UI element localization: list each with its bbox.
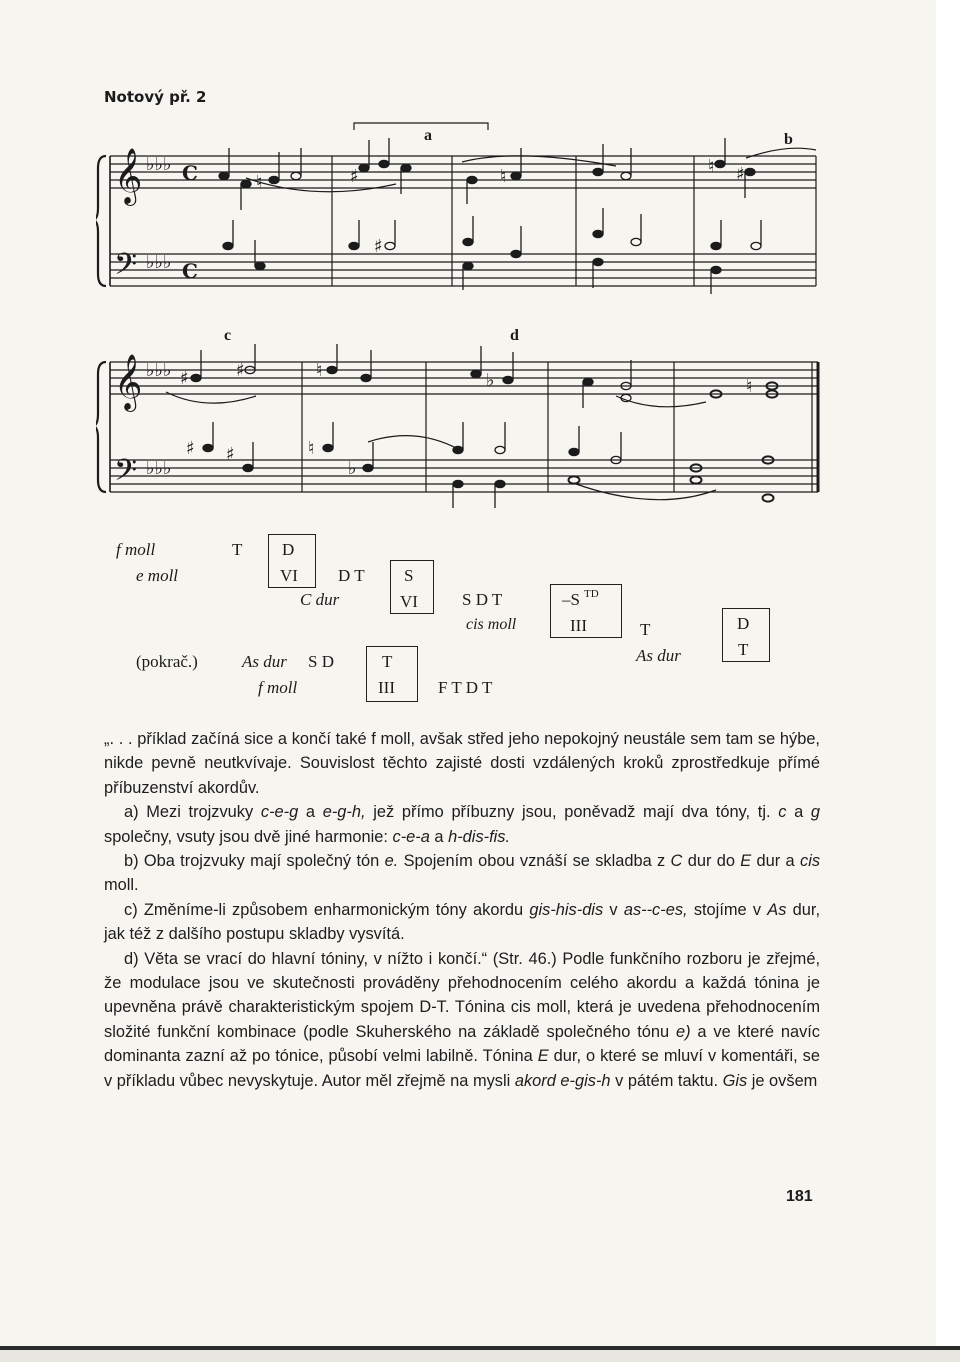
key-as-dur: As dur: [242, 652, 287, 671]
bass-clef-icon: 𝄢: [114, 248, 138, 289]
paragraph-c: c) Změníme-li způsobem enharmonickým tóny akordu gis-his-dis v as--c-es, stojíme v As dur, jak též z dalšího postupu skladby vysvítá.: [104, 900, 821, 944]
sharp-icon: ♯: [186, 438, 195, 459]
function-sd: S D: [308, 652, 334, 671]
treble-clef-icon: 𝄞: [114, 354, 143, 410]
paragraph-d: d) Věta se vrací do hlavní tóniny, v nížto i končí.“ (Str. 46.) Podle funkčního rozboru je zřejmé, že modulace jsou ve skutečnosti prováděny přehodnocením celého akordu a každá tónina je upevněna právě charakteristickým spojem D-T. Tónina cis moll, která je uvedena přehodnocením složité funkční kombinace (podle Skuherského na základě společného tónu e) a ve které navíc dominanta zazní až po tónice, působí velmi labilně. Tónina E dur, o které se mluví v komentáři, se v příkladu vůbec nevyskytuje. Autor měl zřejmě na mysli akord e-gis-h v pátém taktu. Gis je ovšem: [104, 949, 821, 1090]
box-label: III: [378, 678, 395, 697]
flat-icon: ♭♭♭: [146, 360, 172, 381]
body-text: [104, 727, 820, 1093]
label-c: c: [224, 327, 232, 344]
paragraph-b: b) Oba trojzvuky mají společný tón e. Spojením obou vznáší se skladba z C dur do E dur a cis moll.: [104, 852, 821, 895]
functional-analysis: [100, 534, 800, 714]
sharp-icon: ♯: [236, 360, 245, 381]
example-caption: Notový př. 2: [104, 88, 207, 106]
box-label: S: [404, 566, 414, 585]
box-label: –S: [562, 590, 580, 609]
page-edge: [936, 0, 960, 1362]
time-signature-c-icon: C: [182, 259, 198, 283]
sharp-icon: ♯: [180, 368, 189, 389]
key-f-moll: f moll: [258, 678, 298, 697]
natural-icon: ♮: [308, 438, 315, 459]
label-a: a: [424, 127, 432, 144]
natural-icon: ♮: [746, 376, 753, 397]
natural-icon: ♮: [256, 172, 263, 193]
treble-clef-icon: 𝄞: [114, 148, 143, 204]
page-edge: [0, 1346, 960, 1362]
label-b: b: [784, 131, 793, 148]
sharp-icon: ♯: [736, 164, 745, 185]
continuation-mark: (pokrač.): [136, 652, 198, 671]
natural-icon: ♮: [316, 360, 323, 381]
label-d: d: [510, 327, 519, 344]
flat-icon: ♭: [486, 370, 495, 391]
box-label: T: [382, 652, 393, 671]
key-as-dur: As dur: [636, 646, 681, 665]
box-label: VI: [400, 592, 418, 611]
score-system-1-svg: [96, 118, 836, 308]
flat-icon: ♭: [348, 458, 357, 479]
natural-icon: ♮: [708, 156, 715, 177]
paragraph-a: a) Mezi trojzvuky c-e-g a e-g-h, jež přímo příbuzny jsou, poněvadž mají dva tóny, tj. c a g společny, vsuty jsou dvě jiné harmonie: c-e-a a h-dis-fis.: [104, 803, 821, 846]
sharp-icon: ♯: [374, 236, 383, 257]
score-system-2-svg: [96, 322, 836, 512]
score-system-1: [96, 118, 836, 308]
page-number: 181: [786, 1188, 813, 1205]
function-t: T: [640, 620, 651, 639]
bass-clef-icon: 𝄢: [114, 454, 138, 495]
key-f-moll: f moll: [116, 540, 156, 559]
function-dt: D T: [338, 566, 365, 585]
paragraph-quote: „. . . příklad začíná sice a končí také f moll, avšak střed jeho nepokojný neustále sem tam se hýbe, nikde pevně neutkvívaje. Souvislost těchto zajisté dosti vzdálených kroků zprostředkuje přímé příbuzenství akordův.: [104, 730, 820, 797]
box-label: T: [738, 640, 749, 659]
function-sdt: S D T: [462, 590, 503, 609]
key-e-moll: e moll: [136, 566, 179, 585]
score-system-2: [96, 322, 836, 512]
natural-icon: ♮: [500, 166, 507, 187]
key-cis-moll: cis moll: [466, 616, 517, 633]
sharp-icon: ♯: [226, 444, 235, 465]
box-label: D: [737, 614, 750, 633]
key-c-dur: C dur: [300, 590, 340, 609]
function-ftdt: F T D T: [438, 678, 493, 697]
box-label: VI: [280, 566, 298, 585]
box-label-sup: TD: [584, 588, 599, 600]
time-signature-c-icon: C: [182, 161, 198, 185]
sharp-icon: ♯: [350, 166, 359, 187]
function-t: T: [232, 540, 243, 559]
box-label: D: [282, 540, 295, 559]
flat-icon: ♭♭♭: [146, 458, 172, 479]
flat-icon: ♭♭♭: [146, 252, 172, 273]
box-label: III: [570, 616, 587, 635]
flat-icon: ♭♭♭: [146, 154, 172, 175]
